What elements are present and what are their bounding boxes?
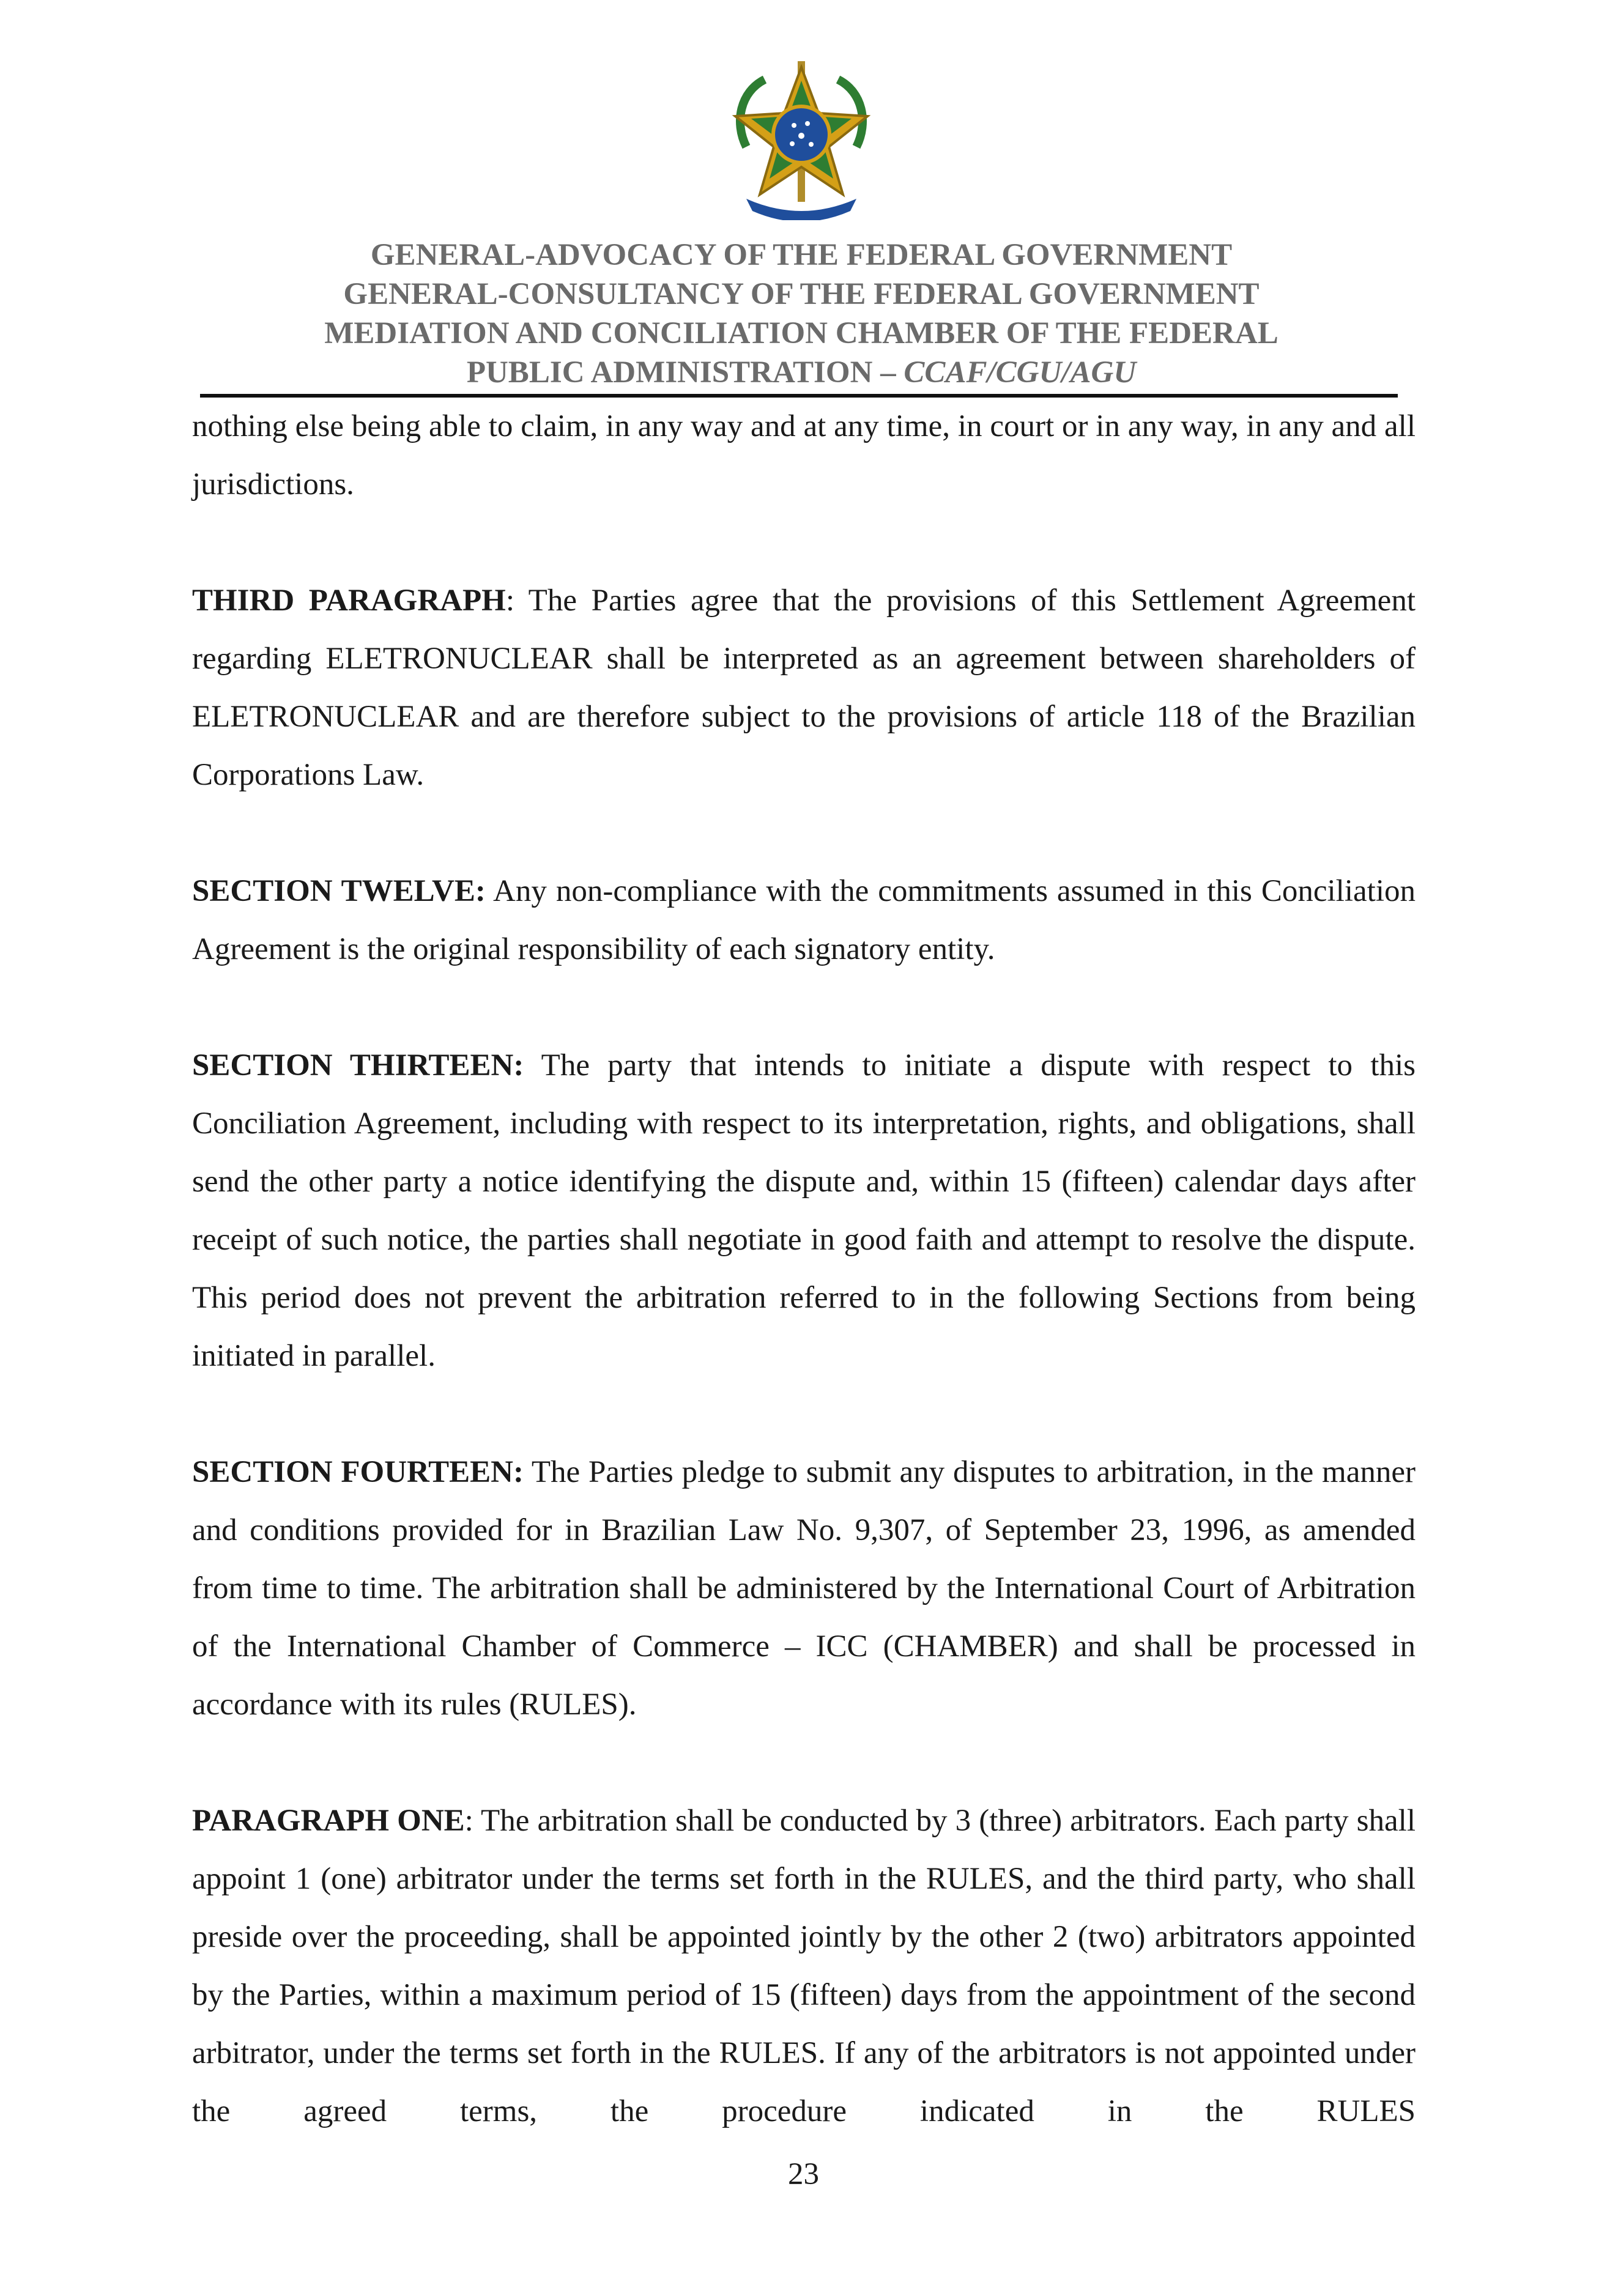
paragraph-text: The party that intends to initiate a dispute with respect to this Conciliation Agreement, including with respect to its interpretation, rights, and obligations, shall send the other party a notice identifying the dispute and, within 15 (fifteen) calendar days after receipt of such notice, the parties shall negotiate in good faith and attempt to resolve the dispute. This period does not prevent the arbitration referred to in the following Sections from being initiated in parallel. bbox=[192, 1048, 1416, 1373]
section-fourteen bbox=[192, 1443, 1416, 1734]
header-line-1: GENERAL-ADVOCACY OF THE FEDERAL GOVERNMENT bbox=[370, 238, 1233, 272]
section-thirteen bbox=[192, 1037, 1416, 1385]
paragraph-third bbox=[192, 572, 1416, 804]
section-twelve bbox=[192, 862, 1416, 979]
paragraph-heading: SECTION FOURTEEN: bbox=[192, 1455, 524, 1489]
paragraph-heading: THIRD PARAGRAPH bbox=[192, 583, 506, 618]
document-body bbox=[192, 398, 1416, 2141]
header-line-4 bbox=[153, 353, 1450, 392]
paragraph-continuation bbox=[192, 398, 1416, 514]
ribbon bbox=[746, 199, 856, 220]
disc-star-1 bbox=[792, 123, 796, 128]
header-line-4-plain: PUBLIC ADMINISTRATION – bbox=[466, 355, 904, 390]
header-line-2: GENERAL-CONSULTANCY OF THE FEDERAL GOVERNMENT bbox=[343, 277, 1260, 311]
disc-star-5 bbox=[809, 142, 814, 147]
paragraph-heading: SECTION TWELVE: bbox=[192, 874, 486, 908]
document-header bbox=[153, 235, 1450, 392]
paragraph-text: nothing else being able to claim, in any way and at any time, in court or in any way, in any and all jurisdictions. bbox=[192, 409, 1416, 502]
disc-star-4 bbox=[790, 141, 795, 146]
paragraph-text: Any non-compliance with the commitments assumed in this Conciliation Agreement is the original responsibility of each signatory entity. bbox=[192, 874, 1416, 966]
paragraph-heading: PARAGRAPH ONE bbox=[192, 1804, 465, 1838]
brazil-coat-of-arms-icon bbox=[722, 55, 881, 220]
paragraph-text: The Parties pledge to submit any disputes to arbitration, in the manner and conditions provided for in Brazilian Law No. 9,307, of September 23, 1996, as amended from time to time. The arbitration shall be administered by the International Court of Arbitration of the International Chamber of Commerce – ICC (CHAMBER) and shall be processed in accordance with its rules (RULES). bbox=[192, 1455, 1416, 1722]
paragraph-one bbox=[192, 1792, 1416, 2141]
disc-star-3 bbox=[798, 133, 804, 139]
paragraph-text: : The Parties agree that the provisions of this Settlement Agreement regarding ELETRONUCLEAR shall be interpreted as an agreement between shareholders of ELETRONUCLEAR and are therefore subject to the provisions of article 118 of the Brazilian Corporations Law. bbox=[192, 583, 1416, 792]
header-line-3: MEDIATION AND CONCILIATION CHAMBER OF THE FEDERAL bbox=[324, 316, 1279, 350]
paragraph-heading: SECTION THIRTEEN: bbox=[192, 1048, 524, 1083]
header-line-4-italic: CCAF/CGU/AGU bbox=[904, 355, 1137, 390]
page-number: 23 bbox=[788, 2157, 819, 2191]
disc-star-2 bbox=[805, 121, 810, 126]
paragraph-text: : The arbitration shall be conducted by 3 (three) arbitrators. Each party shall appoint 1 (one) arbitrator under the terms set forth in the RULES, and the third party, who shall preside over the proceeding, shall be appointed jointly by the other 2 (two) arbitrators appointed by the Parties, within a maximum period of 15 (fifteen) days from the appointment of the second arbitrator, under the terms set forth in the RULES. If any of the arbitrators is not appointed under the agreed terms, the procedure indicated in the RULES bbox=[192, 1804, 1416, 2128]
